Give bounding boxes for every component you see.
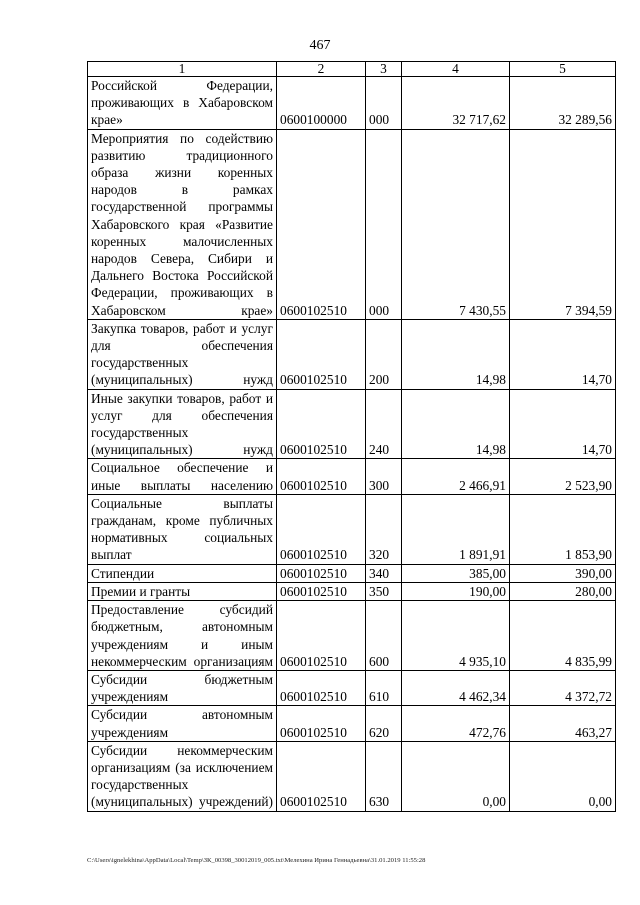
row-value-2019-cell: 14,98 bbox=[402, 319, 510, 389]
table-row bbox=[88, 129, 616, 319]
column-header-1: 1 bbox=[88, 62, 277, 77]
row-name-cell: Субсидии бюджетным учреждениям bbox=[88, 670, 277, 705]
row-code-cell: 0600102510 bbox=[277, 582, 366, 600]
table-row bbox=[88, 389, 616, 459]
row-type-cell: 000 bbox=[366, 129, 402, 319]
column-header-5: 5 bbox=[510, 62, 616, 77]
row-code-cell: 0600102510 bbox=[277, 601, 366, 671]
row-value-2019-cell: 4 935,10 bbox=[402, 601, 510, 671]
row-code-cell: 0600102510 bbox=[277, 706, 366, 741]
row-value-2019-cell: 7 430,55 bbox=[402, 129, 510, 319]
row-name-cell: Субсидии автономным учреждениям bbox=[88, 706, 277, 741]
row-type-cell: 300 bbox=[366, 459, 402, 494]
row-value-2019-cell: 472,76 bbox=[402, 706, 510, 741]
row-name-cell: Социальное обеспечение и иные выплаты населению bbox=[88, 459, 277, 494]
row-code-cell: 0600102510 bbox=[277, 670, 366, 705]
row-value-2019-cell: 14,98 bbox=[402, 389, 510, 459]
file-path-footer: C:\Users\ignelekhina\AppData\Local\Temp\ЗК_00398_30012019_005.txt\Мелехина Ирина Геннадьевна\31.01.2019 11:55:28 bbox=[87, 857, 426, 864]
row-code-cell: 0600102510 bbox=[277, 564, 366, 582]
row-type-cell: 610 bbox=[366, 670, 402, 705]
row-value-2019-cell: 385,00 bbox=[402, 564, 510, 582]
row-value-2020-cell: 0,00 bbox=[510, 741, 616, 811]
row-value-2020-cell: 2 523,90 bbox=[510, 459, 616, 494]
row-name-cell: Субсидии некоммерческим организациям (за исключением государственных (муниципальных) учреждений) bbox=[88, 741, 277, 811]
row-value-2019-cell: 2 466,91 bbox=[402, 459, 510, 494]
column-header-4: 4 bbox=[402, 62, 510, 77]
table-row bbox=[88, 459, 616, 494]
row-value-2020-cell: 7 394,59 bbox=[510, 129, 616, 319]
row-value-2019-cell: 4 462,34 bbox=[402, 670, 510, 705]
table-row bbox=[88, 319, 616, 389]
row-value-2020-cell: 463,27 bbox=[510, 706, 616, 741]
row-name-cell: Российской Федерации, проживающих в Хабаровском крае» bbox=[88, 77, 277, 130]
row-code-cell: 0600102510 bbox=[277, 129, 366, 319]
table-row bbox=[88, 77, 616, 130]
row-type-cell: 200 bbox=[366, 319, 402, 389]
page-number: 467 bbox=[309, 38, 331, 53]
row-name-cell: Стипендии bbox=[88, 564, 277, 582]
row-value-2019-cell: 190,00 bbox=[402, 582, 510, 600]
table-row bbox=[88, 601, 616, 671]
row-name-cell: Социальные выплаты гражданам, кроме публичных нормативных социальных выплат bbox=[88, 494, 277, 564]
row-value-2020-cell: 1 853,90 bbox=[510, 494, 616, 564]
row-code-cell: 0600102510 bbox=[277, 741, 366, 811]
table-row bbox=[88, 741, 616, 811]
row-code-cell: 0600100000 bbox=[277, 77, 366, 130]
row-value-2020-cell: 390,00 bbox=[510, 564, 616, 582]
row-type-cell: 240 bbox=[366, 389, 402, 459]
row-name-cell: Иные закупки товаров, работ и услуг для обеспечения государственных (муниципальных) нужд bbox=[88, 389, 277, 459]
row-value-2020-cell: 32 289,56 bbox=[510, 77, 616, 130]
row-name-cell: Мероприятия по содействию развитию традиционного образа жизни коренных народов в рамках государственной программы Хабаровского края «Развитие коренных малочисленных народов Севера, Сибири и Дальнего Востока Российской Федерации, проживающих в Хабаровском крае» bbox=[88, 129, 277, 319]
row-value-2019-cell: 0,00 bbox=[402, 741, 510, 811]
row-type-cell: 340 bbox=[366, 564, 402, 582]
row-value-2019-cell: 32 717,62 bbox=[402, 77, 510, 130]
row-type-cell: 320 bbox=[366, 494, 402, 564]
column-header-2: 2 bbox=[277, 62, 366, 77]
table-row bbox=[88, 494, 616, 564]
row-type-cell: 620 bbox=[366, 706, 402, 741]
budget-table bbox=[87, 61, 616, 812]
row-name-cell: Предоставление субсидий бюджетным, автономным учреждениям и иным некоммерческим организациям bbox=[88, 601, 277, 671]
column-header-3: 3 bbox=[366, 62, 402, 77]
row-code-cell: 0600102510 bbox=[277, 389, 366, 459]
row-type-cell: 630 bbox=[366, 741, 402, 811]
row-value-2020-cell: 14,70 bbox=[510, 319, 616, 389]
table-body bbox=[88, 77, 616, 812]
table-header-row bbox=[88, 62, 616, 77]
table-row bbox=[88, 564, 616, 582]
row-value-2020-cell: 4 372,72 bbox=[510, 670, 616, 705]
table-row bbox=[88, 582, 616, 600]
row-code-cell: 0600102510 bbox=[277, 459, 366, 494]
row-type-cell: 000 bbox=[366, 77, 402, 130]
row-value-2020-cell: 280,00 bbox=[510, 582, 616, 600]
row-value-2019-cell: 1 891,91 bbox=[402, 494, 510, 564]
row-name-cell: Закупка товаров, работ и услуг для обеспечения государственных (муниципальных) нужд bbox=[88, 319, 277, 389]
row-name-cell: Премии и гранты bbox=[88, 582, 277, 600]
table-row bbox=[88, 706, 616, 741]
row-code-cell: 0600102510 bbox=[277, 494, 366, 564]
table-row bbox=[88, 670, 616, 705]
row-code-cell: 0600102510 bbox=[277, 319, 366, 389]
row-type-cell: 350 bbox=[366, 582, 402, 600]
row-type-cell: 600 bbox=[366, 601, 402, 671]
row-value-2020-cell: 4 835,99 bbox=[510, 601, 616, 671]
row-value-2020-cell: 14,70 bbox=[510, 389, 616, 459]
